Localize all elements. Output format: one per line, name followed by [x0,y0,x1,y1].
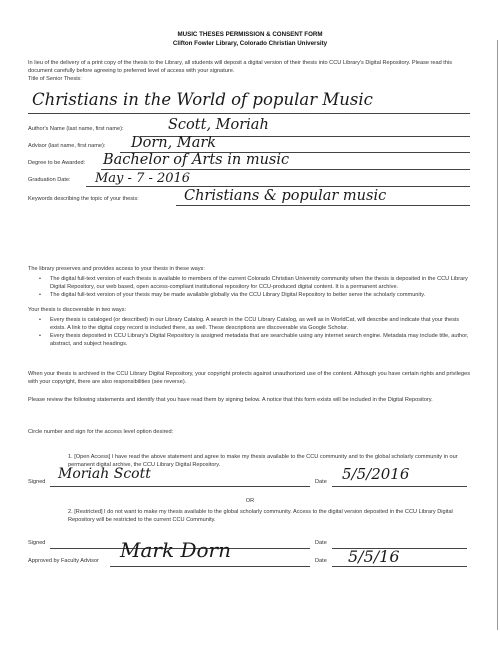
or-divider: OR [245,498,255,504]
advisor-date-label: Date [315,558,327,564]
advisor-approval-label: Approved by Faculty Advisor [28,558,99,564]
title-value[interactable]: Christians in the World of popular Music [32,90,373,109]
form-subtitle: Clifton Fowler Library, Colorado Christian University [172,40,328,47]
advisor-label: Advisor (last name, first name): [28,143,106,149]
author-label: Author's Name (last name, first name): [28,126,124,132]
keywords-underline [176,205,470,206]
option1-signed-label: Signed [28,479,46,485]
degree-label: Degree to be Awarded: [28,160,86,166]
discover-item: • Every thesis is cataloged (or described) in our Library Catalog. A search in the CCU Library Catalog, as well as in WorldCat, will describe and indicate that your thesis exists. A link to the digital copy record is included there, as well. These descriptions are discoverable via Google Scholar. [36,317,474,332]
graduation-label: Graduation Date: [28,177,71,183]
degree-underline [101,169,470,170]
option2-signed-label: Signed [28,540,46,546]
advisor-signature-line [110,566,310,567]
intro-paragraph: In lieu of the delivery of a print copy of the thesis to the Library, all students will deposit a digital version of their thesis into CCU Library's Digital Repository. Please read this document carefully before agreeing to preferred level of access with your signature. [28,60,453,74]
option1-signature[interactable]: Moriah Scott [58,466,151,482]
keywords-label: Keywords describing the topic of your thesis: [28,196,139,202]
discover-list [36,317,474,349]
scan-edge-line [497,40,498,630]
review-paragraph: Please review the following statements and identify that you have read them by signing below. A notice that this form exists will be included in the Digital Repository. [28,397,433,403]
discover-item: • Every thesis deposited in CCU Library's Digital Repository is assigned metadata that are searchable using any internet search engine. Metadata may include title, author, abstract, and subject headings. [36,333,474,348]
advisor-date-line [332,566,467,567]
option-open-access-text: 1. [Open Access] I have read the above statement and agree to make my thesis available to the CCU community and to the global scholarly community in our permanent digital archive, the CCU Library Digital Repository. [68,454,458,468]
preserve-item: • The digital full-text version of your thesis may be made available globally via the CCU Library Digital Repository to better serve the scholarly community. [36,292,474,300]
option2-date-label: Date [315,540,327,546]
option1-date-line [332,486,467,487]
preserve-item: • The digital full-text version of each thesis is available to members of the current Colorado Christian University community when the thesis is deposited in the CCU Library Digital Repository, our web based, open access-compliant institutional repository for CCU-produced digital content. It is a permanent archive. [36,276,474,291]
circle-instruction: Circle number and sign for the access level option desired: [28,429,174,435]
form-title: MUSIC THESES PERMISSION & CONSENT FORM [177,31,323,38]
option1-date[interactable]: 5/5/2016 [342,465,410,483]
option1-date-label: Date [315,479,327,485]
preserve-intro: The library preserves and provides access to your thesis in these ways: [28,266,205,272]
advisor-value[interactable]: Dorn, Mark [131,135,217,151]
title-label: Title of Senior Thesis: [28,76,82,82]
advisor-signature[interactable]: Mark Dorn [120,538,231,562]
option-restricted-text: 2. [Restricted] I do not want to make my thesis available to the global scholarly community. Access to the digital version deposited in the CCU Library Digital Repository will be restricted to the current CCU Community. [68,509,453,523]
graduation-value[interactable]: May - 7 - 2016 [95,171,191,186]
advisor-date[interactable]: 5/5/16 [348,547,400,566]
keywords-value[interactable]: Christians & popular music [184,188,387,204]
option1-signature-line [50,486,310,487]
degree-value[interactable]: Bachelor of Arts in music [103,152,290,168]
graduation-underline [86,186,470,187]
title-underline [28,113,470,114]
discover-intro: Your thesis is discoverable in two ways: [28,307,127,313]
preserve-list [36,276,474,301]
copyright-paragraph: When your thesis is archived in the CCU Library Digital Repository, your copyright protects against unauthorized use of the content. Although you have certain rights and privileges with your copyright, there are also responsibilities (see reverse). [28,371,471,385]
author-value[interactable]: Scott, Moriah [168,117,269,133]
